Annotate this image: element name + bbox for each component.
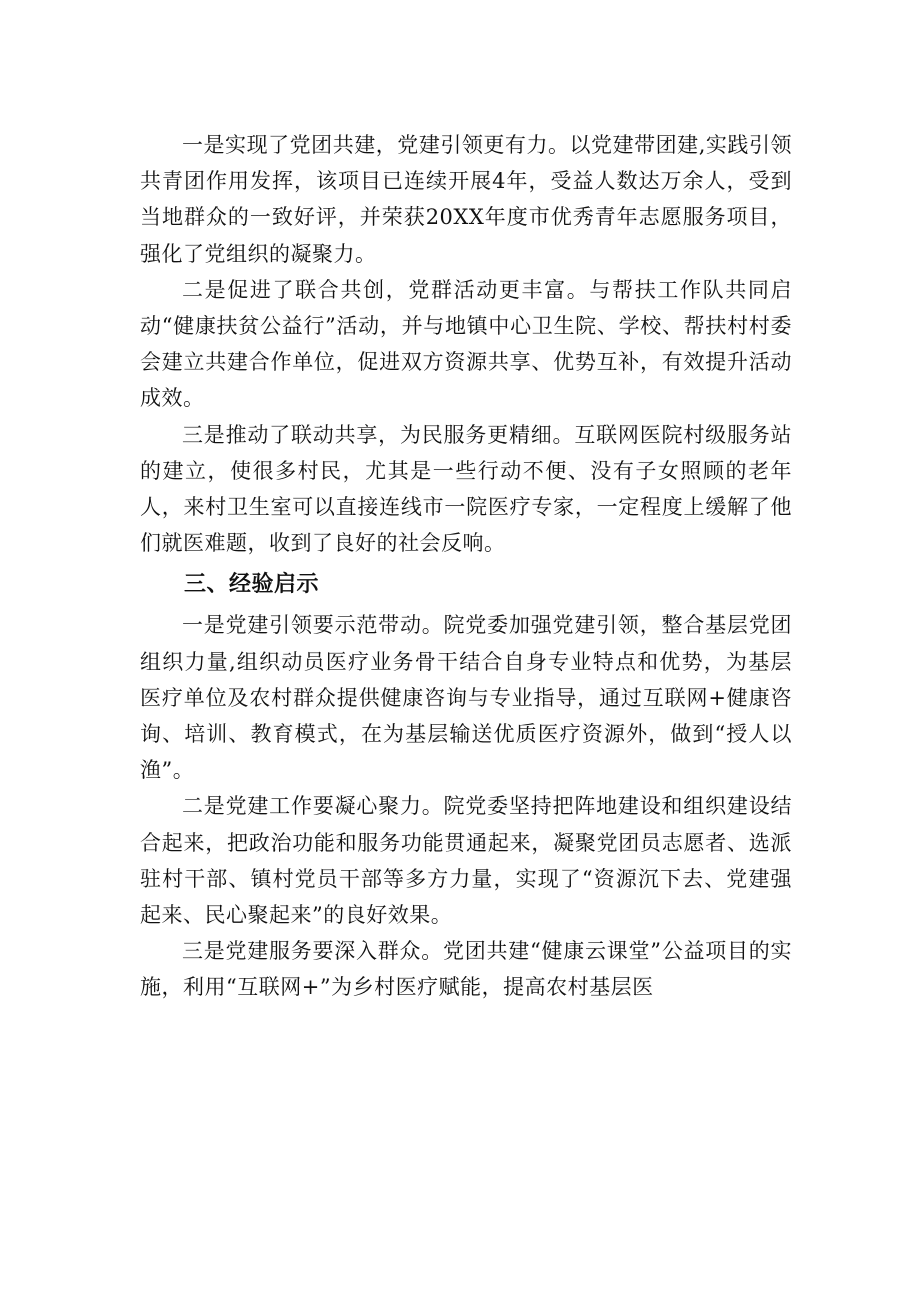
paragraph-lesson-demonstration: 一是党建引领要示范带动。院党委加强党建引领，整合基层党团组织力量,组织动员医疗业务骨干结合自身专业特点和优势，为基层医疗单位及农村群众提供健康咨询与专业指导，通过互联网+健康咨询、培训、教育模式，在为基层输送优质医疗资源外，做到“授人以渔”。: [140, 613, 792, 783]
document-page: [140, 127, 792, 1006]
paragraph-joint-creation: 二是促进了联合共创，党群活动更丰富。与帮扶工作队共同启动“健康扶贫公益行”活动，并与地镇中心卫生院、学校、帮扶村村委会建立共建合作单位，促进双方资源共享、优势互补，有效提升活动成效。: [140, 277, 792, 411]
paragraph-party-youth-coconstruction: 一是实现了党团共建，党建引领更有力。以党建带团建,实践引领共青团作用发挥，该项目已连续开展4年，受益人数达万余人，受到当地群众的一致好评，并荣获20XX年度市优秀青年志愿服务项目，强化了党组织的凝聚力。: [140, 133, 792, 266]
section-heading: 三、经验启示: [184, 572, 320, 598]
paragraph-linkage-sharing: 三是推动了联动共享，为民服务更精细。互联网医院村级服务站的建立，使很多村民，尤其是一些行动不便、没有子女照顾的老年人，来村卫生室可以直接连线市一院医疗专家，一定程度上缓解了他们就医难题，收到了良好的社会反响。: [140, 422, 792, 556]
paragraph-lesson-cohesion: 二是党建工作要凝心聚力。院党委坚持把阵地建设和组织建设结合起来，把政治功能和服务功能贯通起来，凝聚党团员志愿者、选派驻村干部、镇村党员干部等多方力量，实现了“资源沉下去、党建强起来、民心聚起来”的良好效果。: [140, 794, 792, 928]
paragraph-lesson-serve-masses: 三是党建服务要深入群众。党团共建“健康云课堂”公益项目的实施，利用“互联网+”为乡村医疗赋能，提高农村基层医: [140, 939, 792, 1000]
